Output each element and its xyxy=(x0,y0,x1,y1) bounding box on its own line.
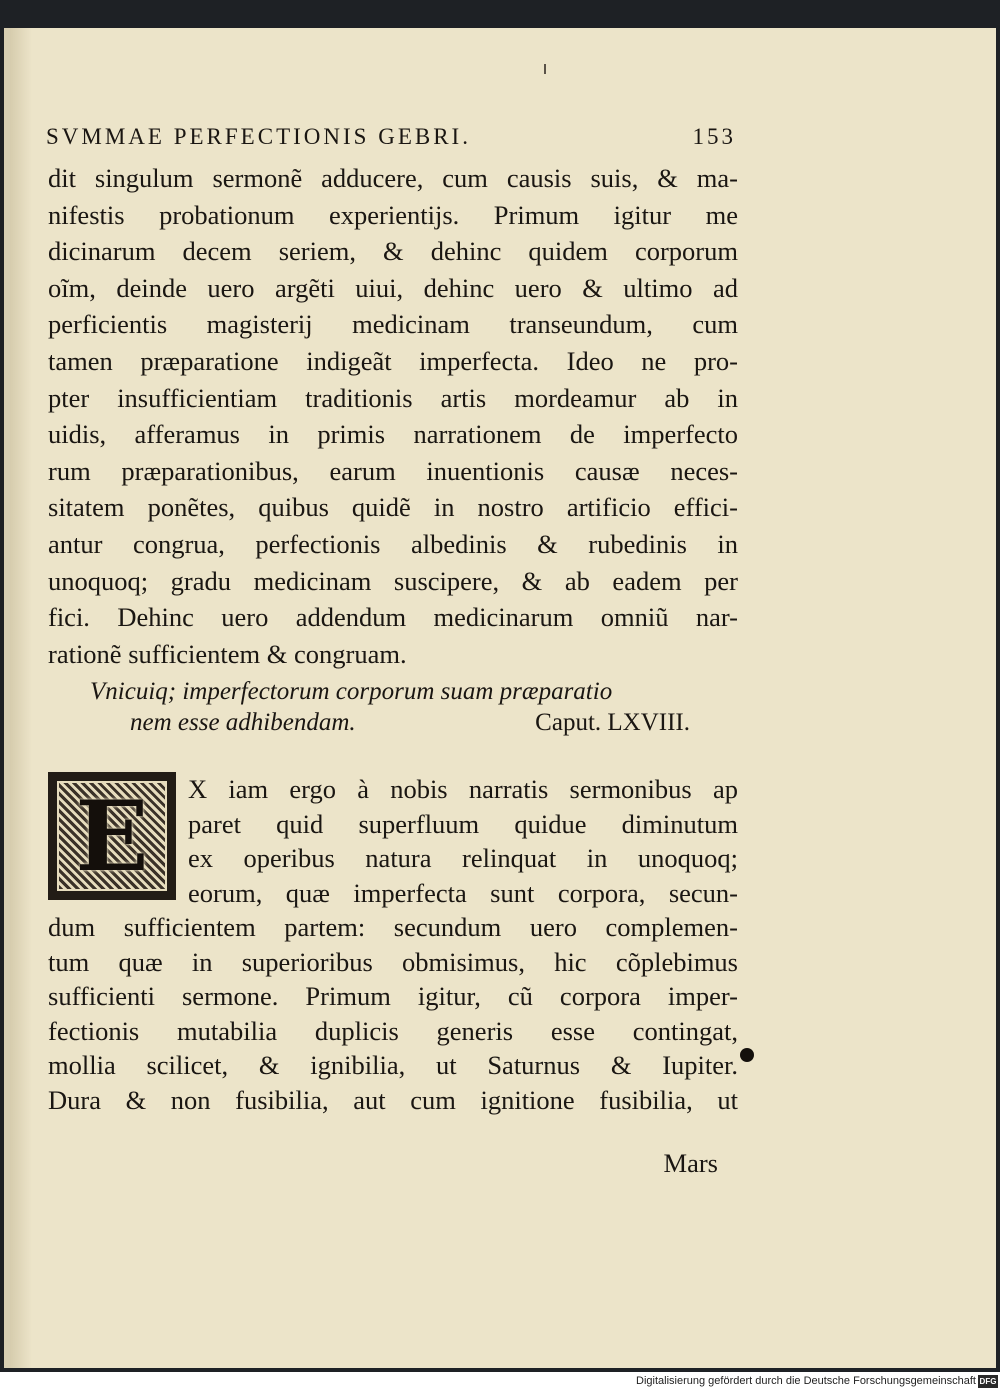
text-line: dicinarum decem seriem, & dehinc quidem corporum xyxy=(48,236,738,267)
text-line: tum quæ in superioribus obmisimus, hic cõplebimus xyxy=(48,946,738,977)
text-line: tamen præparatione indigeãt imperfecta. Ideo ne pro- xyxy=(48,345,738,376)
text-line: Dura & non fusibilia, aut cum ignitione fusibilia, ut xyxy=(48,1084,738,1115)
text-line: sitatem ponẽtes, quibus quidẽ in nostro artificio effici- xyxy=(48,492,738,523)
running-head xyxy=(46,124,736,150)
initial-letter: E xyxy=(75,779,149,893)
text-line: uidis, afferamus in primis narrationem de imperfecto xyxy=(48,419,738,450)
page-mark xyxy=(544,64,546,74)
text-line: unoquoq; gradu medicinam suscipere, & ab eadem per xyxy=(48,565,738,596)
text-line: dit singulum sermonẽ adducere, cum causis suis, & ma- xyxy=(48,163,738,193)
text-line: rum præparationibus, earum inuentionis causæ neces- xyxy=(48,455,738,486)
text-line: ex operibus natura relinquat in unoquoq; xyxy=(188,843,738,874)
chapter-heading xyxy=(90,676,690,738)
book-page xyxy=(4,28,996,1368)
text-line: antur congrua, perfectionis albedinis & rubedinis in xyxy=(48,528,738,559)
footer xyxy=(0,1372,1000,1393)
text-line: perficientis magisterij medicinam transeundum, cum xyxy=(48,309,738,340)
running-title: SVMMAE PERFECTIONIS GEBRI. xyxy=(46,124,471,149)
text-line: nifestis probationum experientijs. Primum igitur me xyxy=(48,199,738,230)
text-line: pter insufficientiam traditionis artis mordeamur ab in xyxy=(48,382,738,413)
footer-credit: Digitalisierung gefördert durch die Deutsche Forschungsgemeinschaft xyxy=(636,1375,976,1387)
text-line: fectionis mutabilia duplicis generis esse contingat, xyxy=(48,1015,738,1046)
text-line: oĩm, deinde uero argẽti uiui, dehinc uero & ultimo ad xyxy=(48,272,738,303)
paragraph-1 xyxy=(48,160,738,672)
catchword: Mars xyxy=(663,1148,718,1178)
text-line: fici. Dehinc uero addendum medicinarum omniũ nar- xyxy=(48,602,738,633)
decorated-initial xyxy=(48,772,176,900)
text-line: sufficienti sermone. Primum igitur, cũ corpora imper- xyxy=(48,981,738,1012)
text-line: eorum, quæ imperfecta sunt corpora, secun- xyxy=(188,877,738,908)
chapter-heading-line1: Vnicuiq; imperfectorum corporum suam præparatio xyxy=(90,678,613,705)
paragraph-2 xyxy=(48,910,738,1118)
paragraph-2-indented xyxy=(188,772,738,910)
margin-dot xyxy=(740,1048,754,1062)
text-line: dum sufficientem partem: secundum uero complemen- xyxy=(48,912,738,942)
text-line: rationẽ sufficientem & congruam. xyxy=(48,638,407,669)
page-number: 153 xyxy=(692,124,736,149)
text-line: paret quid superfluum quidue diminutum xyxy=(188,808,738,839)
text-line: mollia scilicet, & ignibilia, ut Saturnus & Iupiter. xyxy=(48,1050,738,1081)
chapter-heading-line2 xyxy=(90,707,690,738)
caput-label: Caput. LXVIII. xyxy=(535,709,690,736)
chapter-heading-line2-text: nem esse adhibendam. xyxy=(130,709,356,736)
dfg-logo: DFG xyxy=(979,1377,997,1386)
text-line: X iam ergo à nobis narratis sermonibus ap xyxy=(188,774,738,804)
